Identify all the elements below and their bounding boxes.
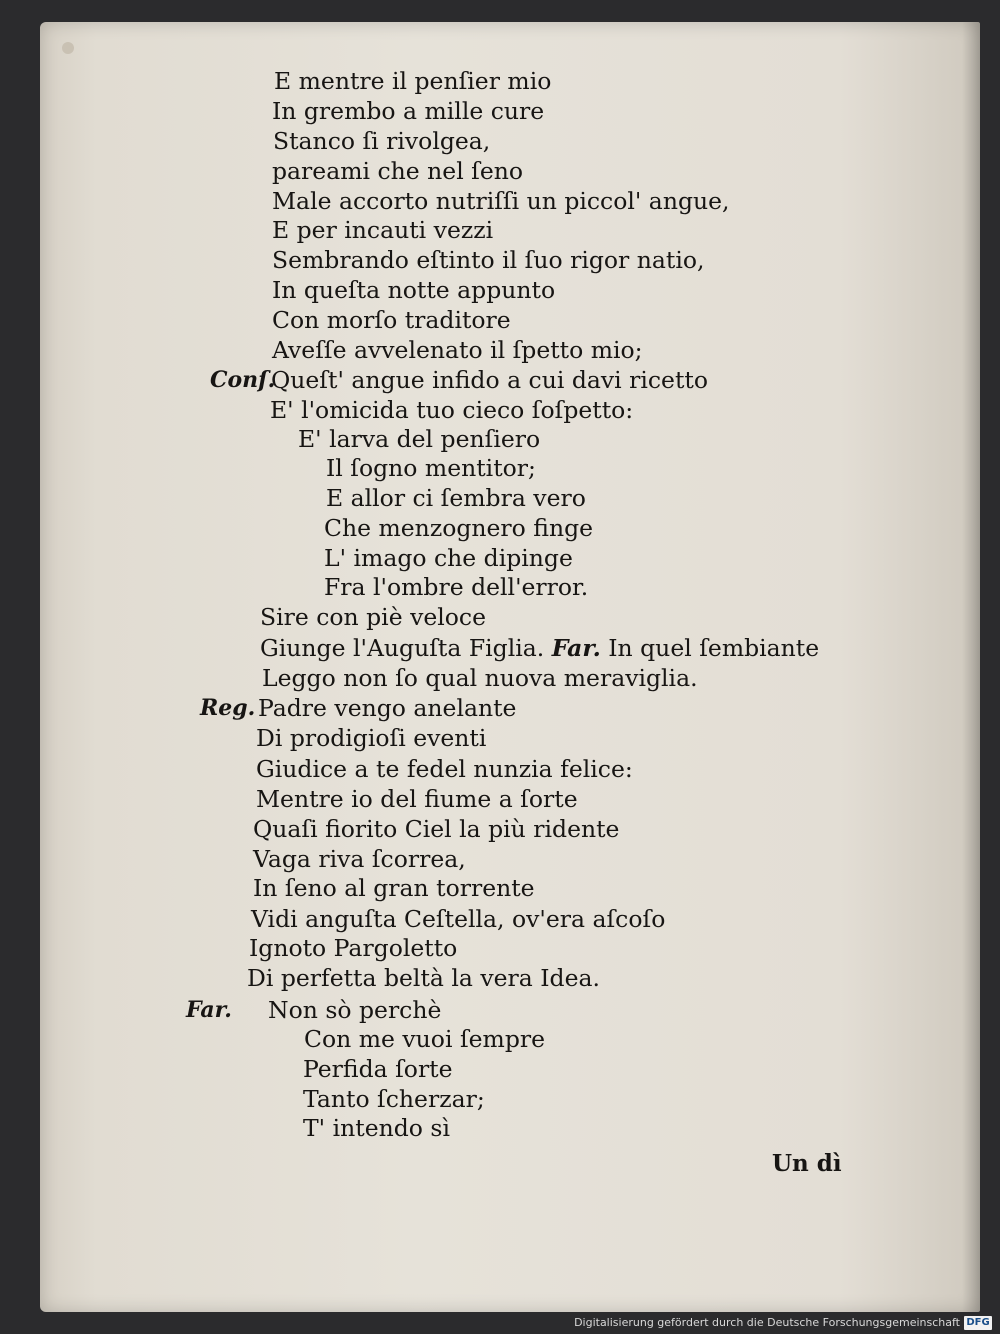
verse-line: Tanto ſcherzar; [303,1085,485,1113]
verse-line: E mentre il penſier mio [274,67,552,95]
verse-line: E per incauti vezzi [272,216,494,244]
verse-line: pareami che nel ſeno [272,157,524,185]
catchword: Un dì [772,1150,842,1177]
verse-line: E' larva del penſiero [298,425,541,453]
verse-line: Giudice a te fedel nunzia felice: [256,755,633,783]
verse-line: Con morſo traditore [272,306,511,334]
verse-line: Fra l'ombre dell'error. [324,573,589,601]
verse-line: Perfida ſorte [303,1055,453,1083]
verse-line: Di perfetta beltà la vera Idea. [247,964,600,992]
verse-line: Aveſſe avvelenato il ſpetto mio; [272,336,643,364]
verse-line: Stanco ſi rivolgea, [273,127,491,155]
speaker-label: Far. [186,997,232,1023]
speaker-label: Conſ. [210,367,276,393]
speaker-label: Far. [551,634,601,662]
verse-line: Con me vuoi ſempre [304,1025,546,1053]
speaker-label: Reg. [200,695,256,721]
verse-line: Mentre io del fiume a ſorte [256,785,578,813]
verse-line: Sembrando eſtinto il ſuo rigor natio, [272,246,705,274]
verse-line: Sire con piè veloce [260,603,486,631]
verse-line: In grembo a mille cure [272,97,545,125]
verse-line: Che menzognero finge [324,514,594,542]
verse-line: L' imago che dipinge [324,544,573,572]
verse-line: Leggo non ſo qual nuova meraviglia. [262,664,698,692]
dfg-logo: DFG [964,1316,992,1330]
verse-line: In ſeno al gran torrente [253,874,535,902]
verse-line: Male accorto nutriſſi un piccol' angue, [272,187,730,215]
verse-line: E' l'omicida tuo cieco ſoſpetto: [270,396,634,424]
verse-line: Vaga riva ſcorrea, [253,845,466,873]
verse-line: Di prodigioſi eventi [256,724,487,752]
verse-line: Giunge l'Auguſta Figlia. Far. In quel ſembiante [260,634,820,662]
verse-line: Non sò perchè [268,996,442,1024]
verse-line: Il ſogno mentitor; [326,454,536,482]
verse-line: Ignoto Pargoletto [249,934,458,962]
verse-line: In queſta notte appunto [272,276,556,304]
verse-line: E allor ci ſembra vero [326,484,586,512]
verse-line: Vidi anguſta Ceſtella, ov'era aſcoſo [251,905,666,933]
footer-bar [0,1312,1000,1334]
verse-line: Queſt' angue infido a cui davi ricetto [271,366,708,394]
verse-line: Padre vengo anelante [258,694,517,722]
funding-credit: Digitalisierung gefördert durch die Deutsche Forschungsgemeinschaft [574,1316,960,1329]
verse-line: Quaſi fiorito Ciel la più ridente [253,815,620,843]
verse-line: T' intendo sì [303,1114,450,1142]
